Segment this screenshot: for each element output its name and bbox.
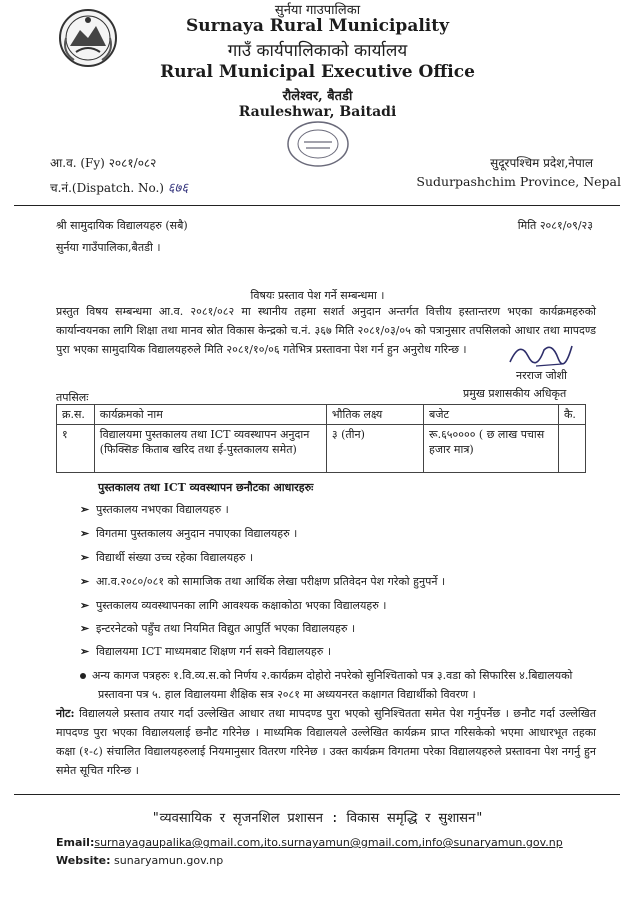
note-paragraph (56, 704, 596, 780)
fiscal-year-row (50, 154, 156, 171)
arrow-icon: ➢ (80, 551, 90, 564)
signer-name: नरराज जोशी (516, 369, 567, 382)
row-target: ३ (तीन) (326, 425, 423, 473)
row-program-name (94, 425, 326, 473)
arrow-icon: ➢ (80, 645, 90, 658)
header-address-nepali: रौलेश्वर, बैतडी (282, 89, 353, 104)
list-item: ➢ विगतमा पुस्तकालय अनुदान नपाएका विद्यालयहरु । (80, 527, 298, 540)
list-item: ➢ पुस्तकालय नभएका विद्यालयहरु । (80, 503, 229, 516)
header-divider (14, 205, 620, 206)
header-office-nepali: गाउँ कार्यपालिकाको कार्यालय (227, 41, 408, 61)
website-link[interactable]: sunaryamun.gov.np (114, 854, 224, 867)
footer-email-row (56, 836, 563, 849)
col-header-budget: बजेट (424, 405, 559, 425)
arrow-icon: ➢ (80, 575, 90, 588)
website-label: Website: (56, 854, 111, 867)
col-header-target: भौतिक लक्ष्य (326, 405, 423, 425)
col-header-program: कार्यक्रमको नाम (94, 405, 326, 425)
letter-date: मिति २०८१/०९/२३ (517, 219, 593, 232)
arrow-icon: ➢ (80, 622, 90, 635)
criteria-heading: पुस्तकालय तथा ICT व्यवस्थापन छनौटका आधारहरुः (98, 481, 314, 494)
footer-slogan: "व्यवसायिक र सृजनशिल प्रशासन : विकास समृद्धि र सुशासन" (151, 811, 484, 826)
province-english: Sudurpashchim Province, Nepal (416, 174, 621, 189)
addressee-line-2: सुर्नया गाउँपालिका,बैतडी । (56, 241, 161, 254)
fiscal-year-label: आ.व. (Fy) (50, 156, 105, 170)
arrow-icon: ➢ (80, 599, 90, 612)
province-nepali: सुदूरपश्चिम प्रदेश,नेपाल (490, 156, 593, 170)
row-program-name-line-2: (फिक्सिङ किताब खरिद तथा ई-पुस्तकालय समेत) (99, 443, 297, 456)
row-budget (424, 425, 559, 473)
header-address-english: Rauleshwar, Baitadi (238, 104, 397, 120)
fiscal-year-value: २०८१/०८२ (108, 156, 157, 170)
list-item: ➢ इन्टरनेटको पहुँच तथा नियमित विद्युत आपुर्ति भएका विद्यालयहरु । (80, 622, 356, 635)
other-docs-line-1: अन्य कागज पत्रहरुः १.वि.व्य.स.को निर्णय २.कार्यक्रम दोहोरो नपरेको सुनिश्चिताको पत्र ३.वडा को सिफारिस ४.बिद्यालयको (80, 666, 572, 685)
email-label: Email: (56, 836, 95, 849)
table-header-row (57, 405, 586, 425)
col-header-sn: क्र.स. (57, 405, 95, 425)
program-table (56, 404, 586, 473)
row-program-name-line-1: विद्यालयमा पुस्तकालय तथा ICT व्यवस्थापन अनुदान (99, 428, 310, 441)
bullet-icon (80, 673, 86, 679)
other-docs-line-2: प्रस्तावना पत्र ५. हाल विद्यालयमा शैक्षिक सत्र २०८१ मा अध्ययनरत कक्षागत विद्यार्थीको विवरण । (98, 688, 476, 701)
footer-website-row (56, 854, 223, 867)
row-budget-line-2: हजार मात्र) (429, 443, 474, 456)
table-row (57, 425, 586, 473)
row-remarks (558, 425, 585, 473)
note-label: नोट: (56, 707, 75, 720)
letter-subject: विषयः प्रस्ताव पेश गर्ने सम्बन्धमा । (250, 289, 385, 302)
list-item: ➢ विद्यालयमा ICT माध्यमबाट शिक्षण गर्न सक्ने विद्यालयहरु । (80, 645, 331, 658)
footer-divider (14, 794, 620, 795)
email-link[interactable]: surnayagaupalika@gmail.com,ito.surnayamun@gmail.com,info@sunaryamun.gov.np (94, 836, 563, 849)
header-municipality-nepali: सुर्नया गाउपालिका (274, 3, 361, 18)
col-header-remarks: कै. (558, 405, 585, 425)
header-office-english: Rural Municipal Executive Office (160, 62, 475, 82)
signer-title: प्रमुख प्रशासकीय अधिकृत (463, 387, 567, 400)
office-stamp-icon (278, 118, 358, 170)
list-item: ➢ विद्यार्थी संख्या उच्च रहेका विद्यालयहरु । (80, 551, 254, 564)
tapsil-label: तपसिलः (56, 391, 89, 404)
arrow-icon: ➢ (80, 503, 90, 516)
note-text: विद्यालयले प्रस्ताव तयार गर्दा उल्लेखित आधार तथा मापदण्ड पुरा भएको सुनिश्चितता समेत पेश गर्नुपर्नेछ । छनौट गर्दा उल्लेखित मापदण्ड पुरा भएका विद्यालयलाई छनौट गरिनेछ । माध्यमिक विद्यालयले उल्लेखित कार्यक्रम प्राप्त गरिसकेको भएमा आधारभूत तहका कक्षा (१-८) संचालित विद्यालयहरुलाई नियमानुसार वितरण गरिनेछ । उक्त कार्यक्रम विगतमा परेका विद्यालयहरुले प्रस्तावना पेश नगर्नु हुन समेत सूचित गरिन्छ । (56, 707, 596, 777)
row-sn: १ (57, 425, 95, 473)
dispatch-row (50, 178, 188, 196)
arrow-icon: ➢ (80, 527, 90, 540)
list-item: ➢ पुस्तकालय व्यवस्थापनका लागि आवश्यक कक्षाकोठा भएका विद्यालयहरु । (80, 599, 387, 612)
dispatch-number: ६७६ (167, 181, 189, 196)
row-budget-line-1: रू.६५०००० ( छ लाख पचास (429, 428, 545, 441)
list-item: ➢ आ.व.२०८०/०८१ को सामाजिक तथा आर्थिक लेखा परीक्षण प्रतिवेदन पेश गरेको हुनुपर्ने । (80, 575, 446, 588)
dispatch-label: च.नं.(Dispatch. No.) (50, 181, 164, 195)
header-municipality-english: Surnaya Rural Municipality (186, 16, 449, 36)
addressee-line-1: श्री सामुदायिक विद्यालयहरु (सबै) (56, 219, 188, 232)
letter-body: प्रस्तुत विषय सम्बन्धमा आ.व. २०८१/०८२ मा स्थानीय तहमा सशर्त अनुदान अन्तर्गत वित्तीय हस्तान्तरण भएका कार्यक्रमहरुको कार्यान्वयनका लागि शिक्षा तथा मानव स्रोत विकास केन्द्रको च.नं. ३६७ मिति २०८१/०३/०५ को पत्रानुसार तपसिलको आधार तथा मापदण्ड पुरा भएका सामुदायिक विद्यालयहरुले मिति २०८१/१०/०६ गतेभित्र प्रस्तावना पेश गर्न हुन अनुरोध गरिन्छ । (56, 305, 596, 356)
